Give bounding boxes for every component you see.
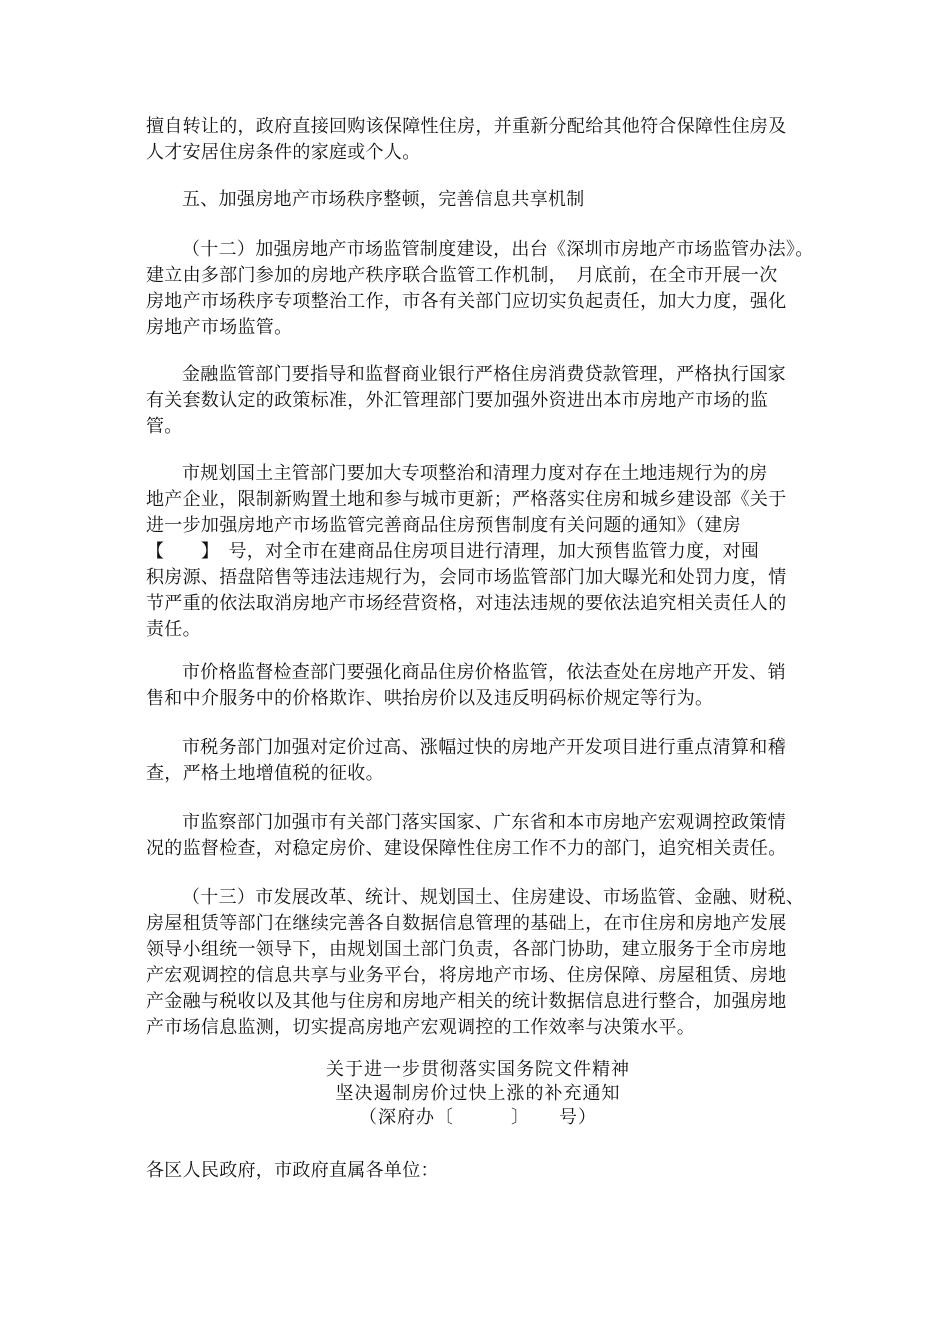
paragraph-supervision xyxy=(146,810,810,862)
text-line: 建立由多部门参加的房地产秩序联合监管工作机制， 月底前，在全市开展一次 xyxy=(146,265,778,286)
section-heading-text: 五、加强房地产市场秩序整顿，完善信息共享机制 xyxy=(182,189,585,210)
text-line: 金融监管部门要指导和监督商业银行严格住房消费贷款管理，严格执行国家 xyxy=(182,364,786,385)
text-line: 【 】 号，对全市在建商品住房项目进行清理，加大预售监管力度，对囤 xyxy=(146,541,760,562)
text-line: 房屋租赁等部门在继续完善各自数据信息管理的基础上，在市住房和房地产发展 xyxy=(146,913,787,934)
notice-title-line: 关于进一步贯彻落实国务院文件精神 xyxy=(326,1059,630,1080)
text-line: 房地产市场秩序专项整治工作，市各有关部门应切实负起责任，加大力度，强化 xyxy=(146,291,787,312)
text-line: 市价格监督检查部门要强化商品住房价格监管，依法查处在房地产开发、销 xyxy=(182,662,786,683)
text-line: 责任。 xyxy=(146,619,201,640)
text-line: 售和中介服务中的价格欺诈、哄抬房价以及违反明码标价规定等行为。 xyxy=(146,688,714,709)
paragraph-financial-regulation xyxy=(146,362,810,440)
text-line: 节严重的依法取消房地产市场经营资格，对违法违规的要依法追究相关责任人的 xyxy=(146,593,787,614)
text-line: 擅自转让的，政府直接回购该保障性住房，并重新分配给其他符合保障性住房及 xyxy=(146,116,787,137)
text-line: 积房源、捂盘陪售等违法违规行为，会同市场监管部门加大曝光和处罚力度，情 xyxy=(146,567,787,588)
text-line: 市规划国土主管部门要加大专项整治和清理力度对存在土地违规行为的房 xyxy=(182,463,768,484)
text-line: （十三）市发展改革、统计、规划国土、住房建设、市场监管、金融、财税、 xyxy=(182,887,805,908)
text-line: 房地产市场监管。 xyxy=(146,317,293,338)
text-line: 地产企业，限制新购置土地和参与城市更新；严格落实住房和城乡建设部《关于 xyxy=(146,489,787,510)
salutation-text: 各区人民政府，市政府直属各单位： xyxy=(146,1160,439,1181)
paragraph-tax xyxy=(146,735,810,787)
paragraph-continuation xyxy=(146,114,810,166)
text-line: 市监察部门加强市有关部门落实国家、广东省和本市房地产宏观调控政策情 xyxy=(182,812,786,833)
text-line: 况的监督检查，对稳定房价、建设保障性住房工作不力的部门，追究相关责任。 xyxy=(146,838,787,859)
text-line: 进一步加强房地产市场监管完善商品住房预售制度有关问题的通知》（建房 xyxy=(146,515,741,536)
text-line: 有关套数认定的政策标准，外汇管理部门要加强外资进出本市房地产市场的监 xyxy=(146,390,769,411)
text-line: 人才安居住房条件的家庭或个人。 xyxy=(146,142,421,163)
notice-title-block xyxy=(146,1058,810,1130)
text-line: （十二）加强房地产市场监管制度建设，出台《深圳市房地产市场监管办法》。 xyxy=(182,239,814,260)
paragraph-item-thirteen xyxy=(146,885,810,1041)
paragraph-price-supervision xyxy=(146,660,810,712)
salutation xyxy=(146,1158,810,1184)
text-line: 产市场信息监测，切实提高房地产宏观调控的工作效率与决策水平。 xyxy=(146,1017,695,1038)
text-line: 产宏观调控的信息共享与业务平台，将房地产市场、住房保障、房屋租赁、房地 xyxy=(146,965,787,986)
paragraph-land-planning xyxy=(146,461,810,643)
text-line: 管。 xyxy=(146,416,183,437)
section-heading-five xyxy=(146,187,810,213)
notice-doc-number: （深府办〔 〕 号） xyxy=(359,1107,597,1128)
text-line: 领导小组统一领导下，由规划国土部门负责，各部门协助，建立服务于全市房地 xyxy=(146,939,787,960)
text-line: 市税务部门加强对定价过高、涨幅过快的房地产开发项目进行重点清算和稽 xyxy=(182,737,786,758)
text-line: 产金融与税收以及其他与住房和房地产相关的统计数据信息进行整合，加强房地 xyxy=(146,991,787,1012)
text-line: 查，严格土地增值税的征收。 xyxy=(146,763,384,784)
paragraph-item-twelve xyxy=(146,237,814,341)
notice-title-line: 坚决遏制房价过快上涨的补充通知 xyxy=(335,1083,621,1104)
